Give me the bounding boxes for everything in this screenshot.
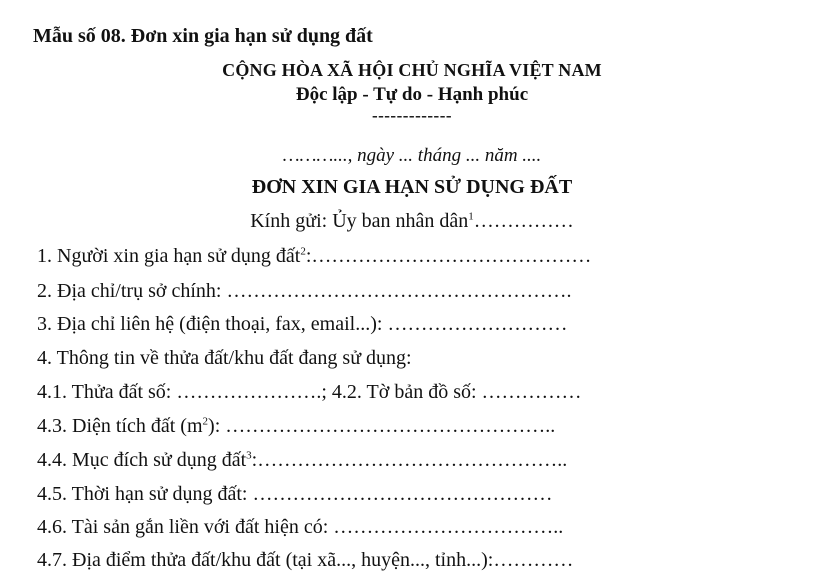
field-label: 4.7. Địa điểm thửa đất/khu đất (tại xã..., huyện..., tỉnh...): xyxy=(37,549,494,571)
field-label: 4.1. Thửa đất số: ………………….; 4.2. Tờ bản đồ số: …………… xyxy=(37,381,582,403)
fill-in-dots: ……………………………………… xyxy=(252,483,553,505)
fill-in-dots: :…………………………………… xyxy=(305,245,592,267)
field-label: 4.4. Mục đích sử dụng đất xyxy=(37,449,247,471)
field-location xyxy=(37,549,573,572)
field-assets xyxy=(37,516,563,539)
footnote-marker: 2 xyxy=(202,415,209,428)
form-code-title: Mẫu số 08. Đơn xin gia hạn sử dụng đất xyxy=(33,25,373,47)
fill-in-dots: ……………………………………………. xyxy=(226,280,572,302)
document-title: ĐƠN XIN GIA HẠN SỬ DỤNG ĐẤT xyxy=(251,176,573,198)
field-contact xyxy=(37,313,567,336)
field-duration xyxy=(37,483,552,506)
fill-in-dots: …………………………….. xyxy=(333,516,564,538)
field-label: 4. Thông tin về thửa đất/khu đất đang sử dụng: xyxy=(37,347,412,369)
addressee-line xyxy=(0,210,824,233)
field-label: 4.3. Diện tích đất (m xyxy=(37,415,203,437)
field-area xyxy=(37,415,555,438)
field-label: 4.6. Tài sản gắn liền với đất hiện có: xyxy=(37,516,334,538)
national-motto: Độc lập - Tự do - Hạnh phúc xyxy=(295,84,529,105)
fill-in-dots: ): ………………………………………….. xyxy=(208,415,556,437)
addressee-text: Kính gửi: Ủy ban nhân dân xyxy=(250,210,469,232)
field-parcel-row xyxy=(37,381,582,404)
fill-in-dots: …………… xyxy=(473,210,574,232)
footnote-marker: 1 xyxy=(468,210,474,223)
date-line: ………..., ngày ... tháng ... năm .... xyxy=(282,145,542,166)
field-applicant xyxy=(37,245,591,268)
field-purpose xyxy=(37,449,567,472)
field-label: 4.5. Thời hạn sử dụng đất: xyxy=(37,483,253,505)
field-address xyxy=(37,280,571,303)
field-label: 3. Địa chỉ liên hệ (điện thoại, fax, email...): xyxy=(37,313,388,335)
field-land-info xyxy=(37,347,412,370)
fill-in-dots: ……………………… xyxy=(387,313,568,335)
fill-in-dots: :……………………………………….. xyxy=(251,449,568,471)
field-label: 1. Người xin gia hạn sử dụng đất xyxy=(37,245,301,267)
footnote-marker: 2 xyxy=(300,245,306,258)
field-label: 2. Địa chỉ/trụ sở chính: xyxy=(37,280,227,302)
footnote-marker: 3 xyxy=(246,449,252,462)
national-title: CỘNG HÒA XÃ HỘI CHỦ NGHĨA VIỆT NAM xyxy=(222,60,602,80)
fill-in-dots: ………… xyxy=(493,549,574,571)
header-divider: ------------- xyxy=(371,106,453,125)
